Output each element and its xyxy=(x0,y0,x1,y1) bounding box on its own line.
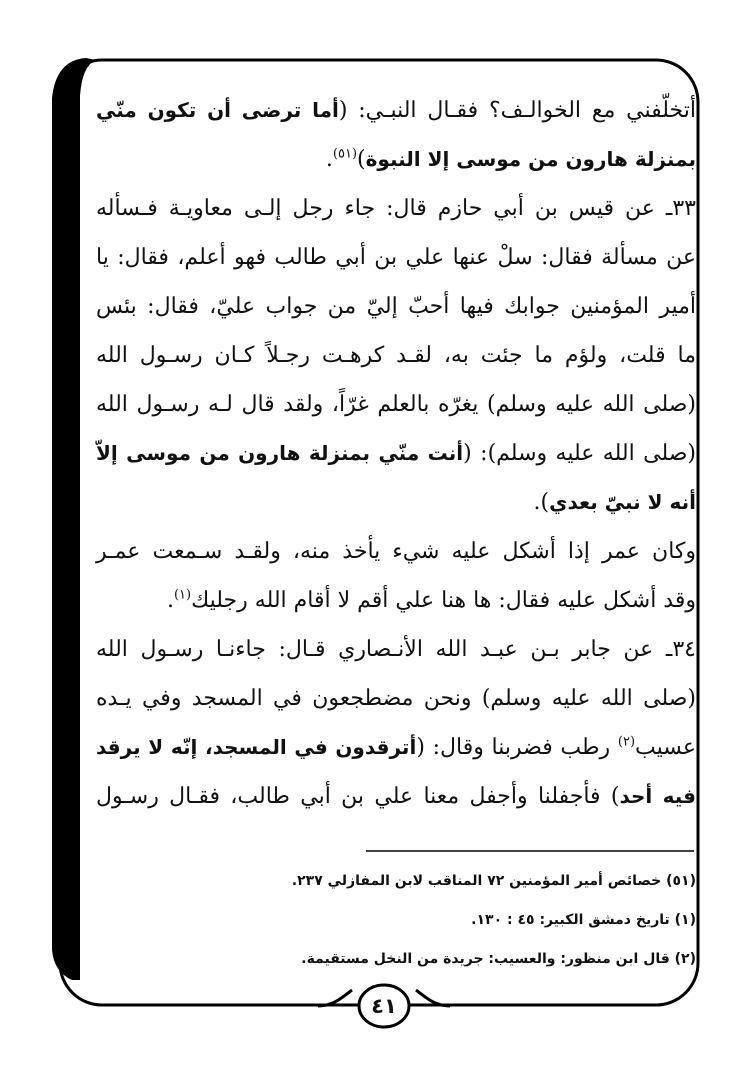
text-line xyxy=(96,380,696,429)
text-line xyxy=(96,233,696,282)
text-run: ٣٣ـ عن قيس بن أبي حازم قال: جاء رجل إلـى معاويـة فـسأله xyxy=(96,196,696,221)
footnote: (١) تاريخ دمشق الكبير: ٤٥ : ١٣٠. xyxy=(471,912,696,928)
text-line xyxy=(96,723,696,772)
text-run: ما قلت، ولؤم ما جئت به، لقـد كرهـت رجـلاً كـان رسـول الله xyxy=(96,343,696,368)
bold-quote: بمنزلة هارون من موسى إلا النبوة xyxy=(365,147,696,171)
bold-quote: أنت منّي بمنزلة هارون من موسى إلاّ xyxy=(96,441,464,465)
footnotes xyxy=(96,862,696,979)
text-run: (صلى الله عليه وسلم) ونحن مضطجعون في المسجد وفي يـده xyxy=(96,686,696,711)
text-run: أمير المؤمنين جوابك فيها أحبّ إليّ من جواب عليّ، فقال: بئس xyxy=(96,294,696,319)
footnote: (٥١) خصائص أمير المؤمنين ٧٢ المناقب لابن المفازلي ٢٣٧. xyxy=(291,873,696,889)
bold-quote: أترقدون في المسجد، إنّه لا يرقد xyxy=(96,735,417,759)
footnote-ref: (٢) xyxy=(617,734,636,750)
text-line xyxy=(96,576,696,625)
text-line xyxy=(96,282,696,331)
text-run: ) فأجفلنا وأجفل معنا علي بن أبي طالب، فقـال رسـول xyxy=(96,784,620,809)
text-run: ٣٤ـ عن جابر بـن عبـد الله الأنـصاري قـال: جاءنـا رسـول الله xyxy=(96,637,696,662)
page-number: ٤١ xyxy=(371,994,397,1018)
text-run: عسيب xyxy=(635,735,697,760)
bold-quote: فيه أحد xyxy=(619,784,696,808)
text-run: عن مسألة فقال: سلْ عنها علي بن أبي طالب فهو أعلم، فقال: يا xyxy=(96,245,696,270)
text-line xyxy=(96,429,696,478)
footnote-ref: (٥١) xyxy=(332,146,358,162)
text-line xyxy=(96,478,696,527)
text-run: وقد أشكل عليه فقال: ها هنا علي أقم لا أقام الله رجليك xyxy=(191,588,696,613)
text-line xyxy=(96,625,696,674)
text-line xyxy=(96,331,696,380)
text-line xyxy=(96,527,696,576)
text-run: أتخلّفني مع الخوالـف؟ فقـال النبـي: ( xyxy=(338,98,696,123)
bold-quote: أنه لا نبيّ بعدي xyxy=(549,490,696,514)
text-run: رطب فضربنا وقال: ( xyxy=(416,735,618,760)
body-text xyxy=(96,86,696,821)
text-line xyxy=(96,184,696,233)
text-run: وكان عمر إذا أشكل عليه شيء يأخذ منه، ولقـد سـمعت عمـر xyxy=(96,539,696,564)
text-run: . xyxy=(166,588,174,613)
text-run: (صلى الله عليه وسلم) يغرّه بالعلم غرّاً، ولقد قال لـه رسـول الله xyxy=(96,392,696,417)
text-line xyxy=(96,135,696,184)
text-run: (صلى الله عليه وسلم): ( xyxy=(463,441,697,466)
bold-quote: أما ترضى أن تكون منّي xyxy=(96,98,339,122)
text-line xyxy=(96,772,696,821)
text-run: ). xyxy=(533,490,550,515)
footnote-ref: (١) xyxy=(173,587,192,603)
text-run: . xyxy=(325,147,333,172)
text-line xyxy=(96,86,696,135)
text-run: ) xyxy=(357,147,366,172)
footnote: (٢) قال ابن منظور: والعسيب: جريدة من النخل مستقيمة. xyxy=(301,951,696,967)
text-line xyxy=(96,674,696,723)
